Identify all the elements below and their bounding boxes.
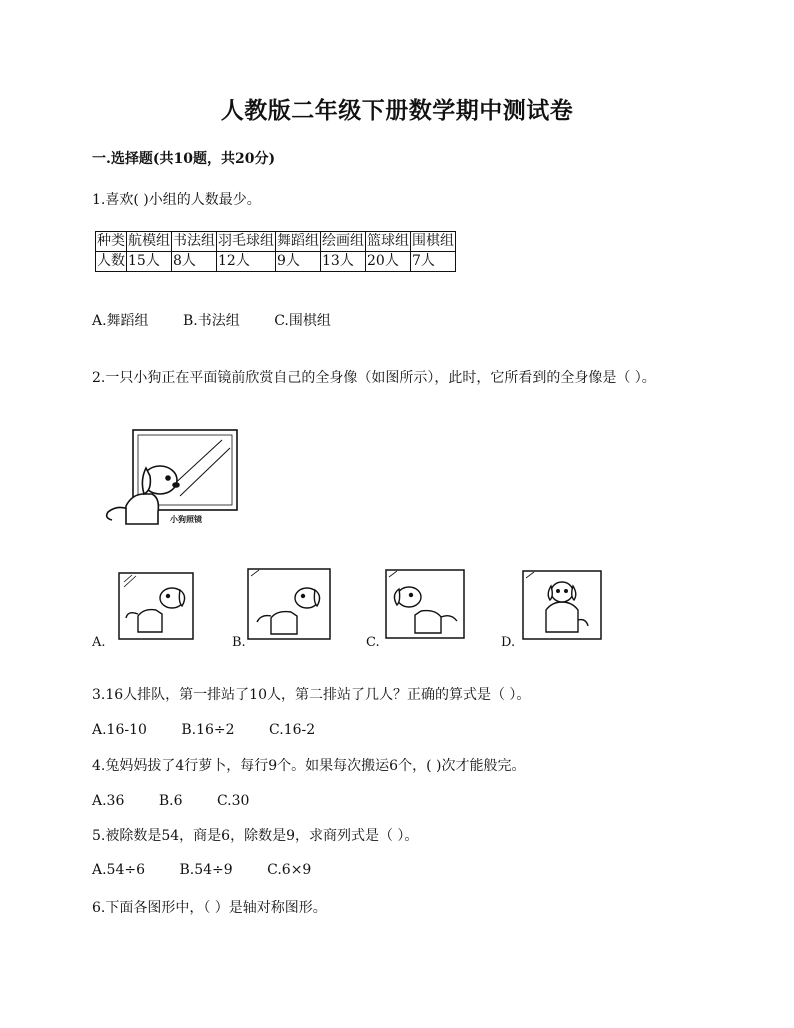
figure-caption: 小狗照镜: [170, 515, 202, 524]
table-cell: 15人: [127, 252, 172, 272]
table-cell: 围棋组: [411, 232, 456, 252]
option-c[interactable]: C.30: [216, 793, 250, 809]
table-cell: 8人: [172, 252, 217, 272]
option-c[interactable]: C.围棋组: [274, 313, 331, 329]
option-b[interactable]: B.16÷2: [181, 722, 235, 738]
question-4-options: [92, 793, 279, 809]
dog-drawing: [107, 466, 179, 524]
option-b-label[interactable]: B.: [232, 635, 246, 650]
question-6-text: 6.下面各图形中，（ ）是轴对称图形。: [92, 900, 327, 916]
option-a-label[interactable]: A.: [92, 635, 106, 650]
table-cell: 航模组: [127, 232, 172, 252]
dog-mirror-figure: [100, 428, 240, 528]
table-cell: 7人: [411, 252, 456, 272]
table-cell: 篮球组: [366, 232, 411, 252]
option-a[interactable]: A.54÷6: [92, 862, 146, 878]
question-1-table: [95, 231, 456, 272]
table-cell: 12人: [217, 252, 276, 272]
section-heading: 一.选择题(共10题，共20分): [92, 151, 276, 167]
table-cell: 舞蹈组: [276, 232, 321, 252]
dog-icon: [126, 588, 185, 632]
option-b[interactable]: B.6: [158, 793, 183, 809]
question-3-options: [92, 722, 345, 738]
dog-icon: [257, 588, 320, 634]
table-cell: 绘画组: [321, 232, 366, 252]
dog-icon: [546, 582, 588, 632]
option-c-figure[interactable]: [385, 569, 465, 639]
option-c[interactable]: C.16-2: [269, 722, 316, 738]
option-b-figure[interactable]: [247, 568, 331, 640]
option-b[interactable]: B.54÷9: [179, 862, 233, 878]
page-title: 人教版二年级下册数学期中测试卷: [220, 97, 574, 124]
option-c[interactable]: C.6×9: [267, 862, 312, 878]
option-d-figure[interactable]: [522, 570, 602, 640]
table-header-row: [96, 232, 456, 252]
question-1-options: [92, 310, 361, 330]
dog-icon: [394, 587, 457, 633]
question-5-options: [92, 862, 341, 878]
option-b[interactable]: B.书法组: [183, 313, 240, 329]
option-d-label[interactable]: D.: [501, 635, 516, 650]
table-cell: 人数: [96, 252, 127, 272]
table-cell: 9人: [276, 252, 321, 272]
question-2-text: 2.一只小狗正在平面镜前欣赏自己的全身像（如图所示），此时，它所看到的全身像是（ ）。: [92, 370, 656, 386]
option-a[interactable]: A.舞蹈组: [92, 313, 149, 329]
option-a[interactable]: A.36: [92, 793, 125, 809]
question-4-text: 4.兔妈妈拔了4行萝卜，每行9个。如果每次搬运6个，( )次才能般完。: [92, 758, 526, 774]
option-c-label[interactable]: C.: [366, 635, 380, 650]
option-a[interactable]: A.16-10: [92, 722, 147, 738]
question-1-text: 1.喜欢( )小组的人数最少。: [92, 192, 261, 208]
table-cell: 种类: [96, 232, 127, 252]
question-5-text: 5.被除数是54，商是6，除数是9，求商列式是（ ）。: [92, 828, 419, 844]
table-cell: 羽毛球组: [217, 232, 276, 252]
table-cell: 书法组: [172, 232, 217, 252]
table-cell: 13人: [321, 252, 366, 272]
option-a-figure[interactable]: [118, 572, 194, 640]
table-row: [96, 252, 456, 272]
question-3-text: 3.16人排队，第一排站了10人，第二排站了几人？正确的算式是（ ）。: [92, 687, 531, 703]
table-cell: 20人: [366, 252, 411, 272]
